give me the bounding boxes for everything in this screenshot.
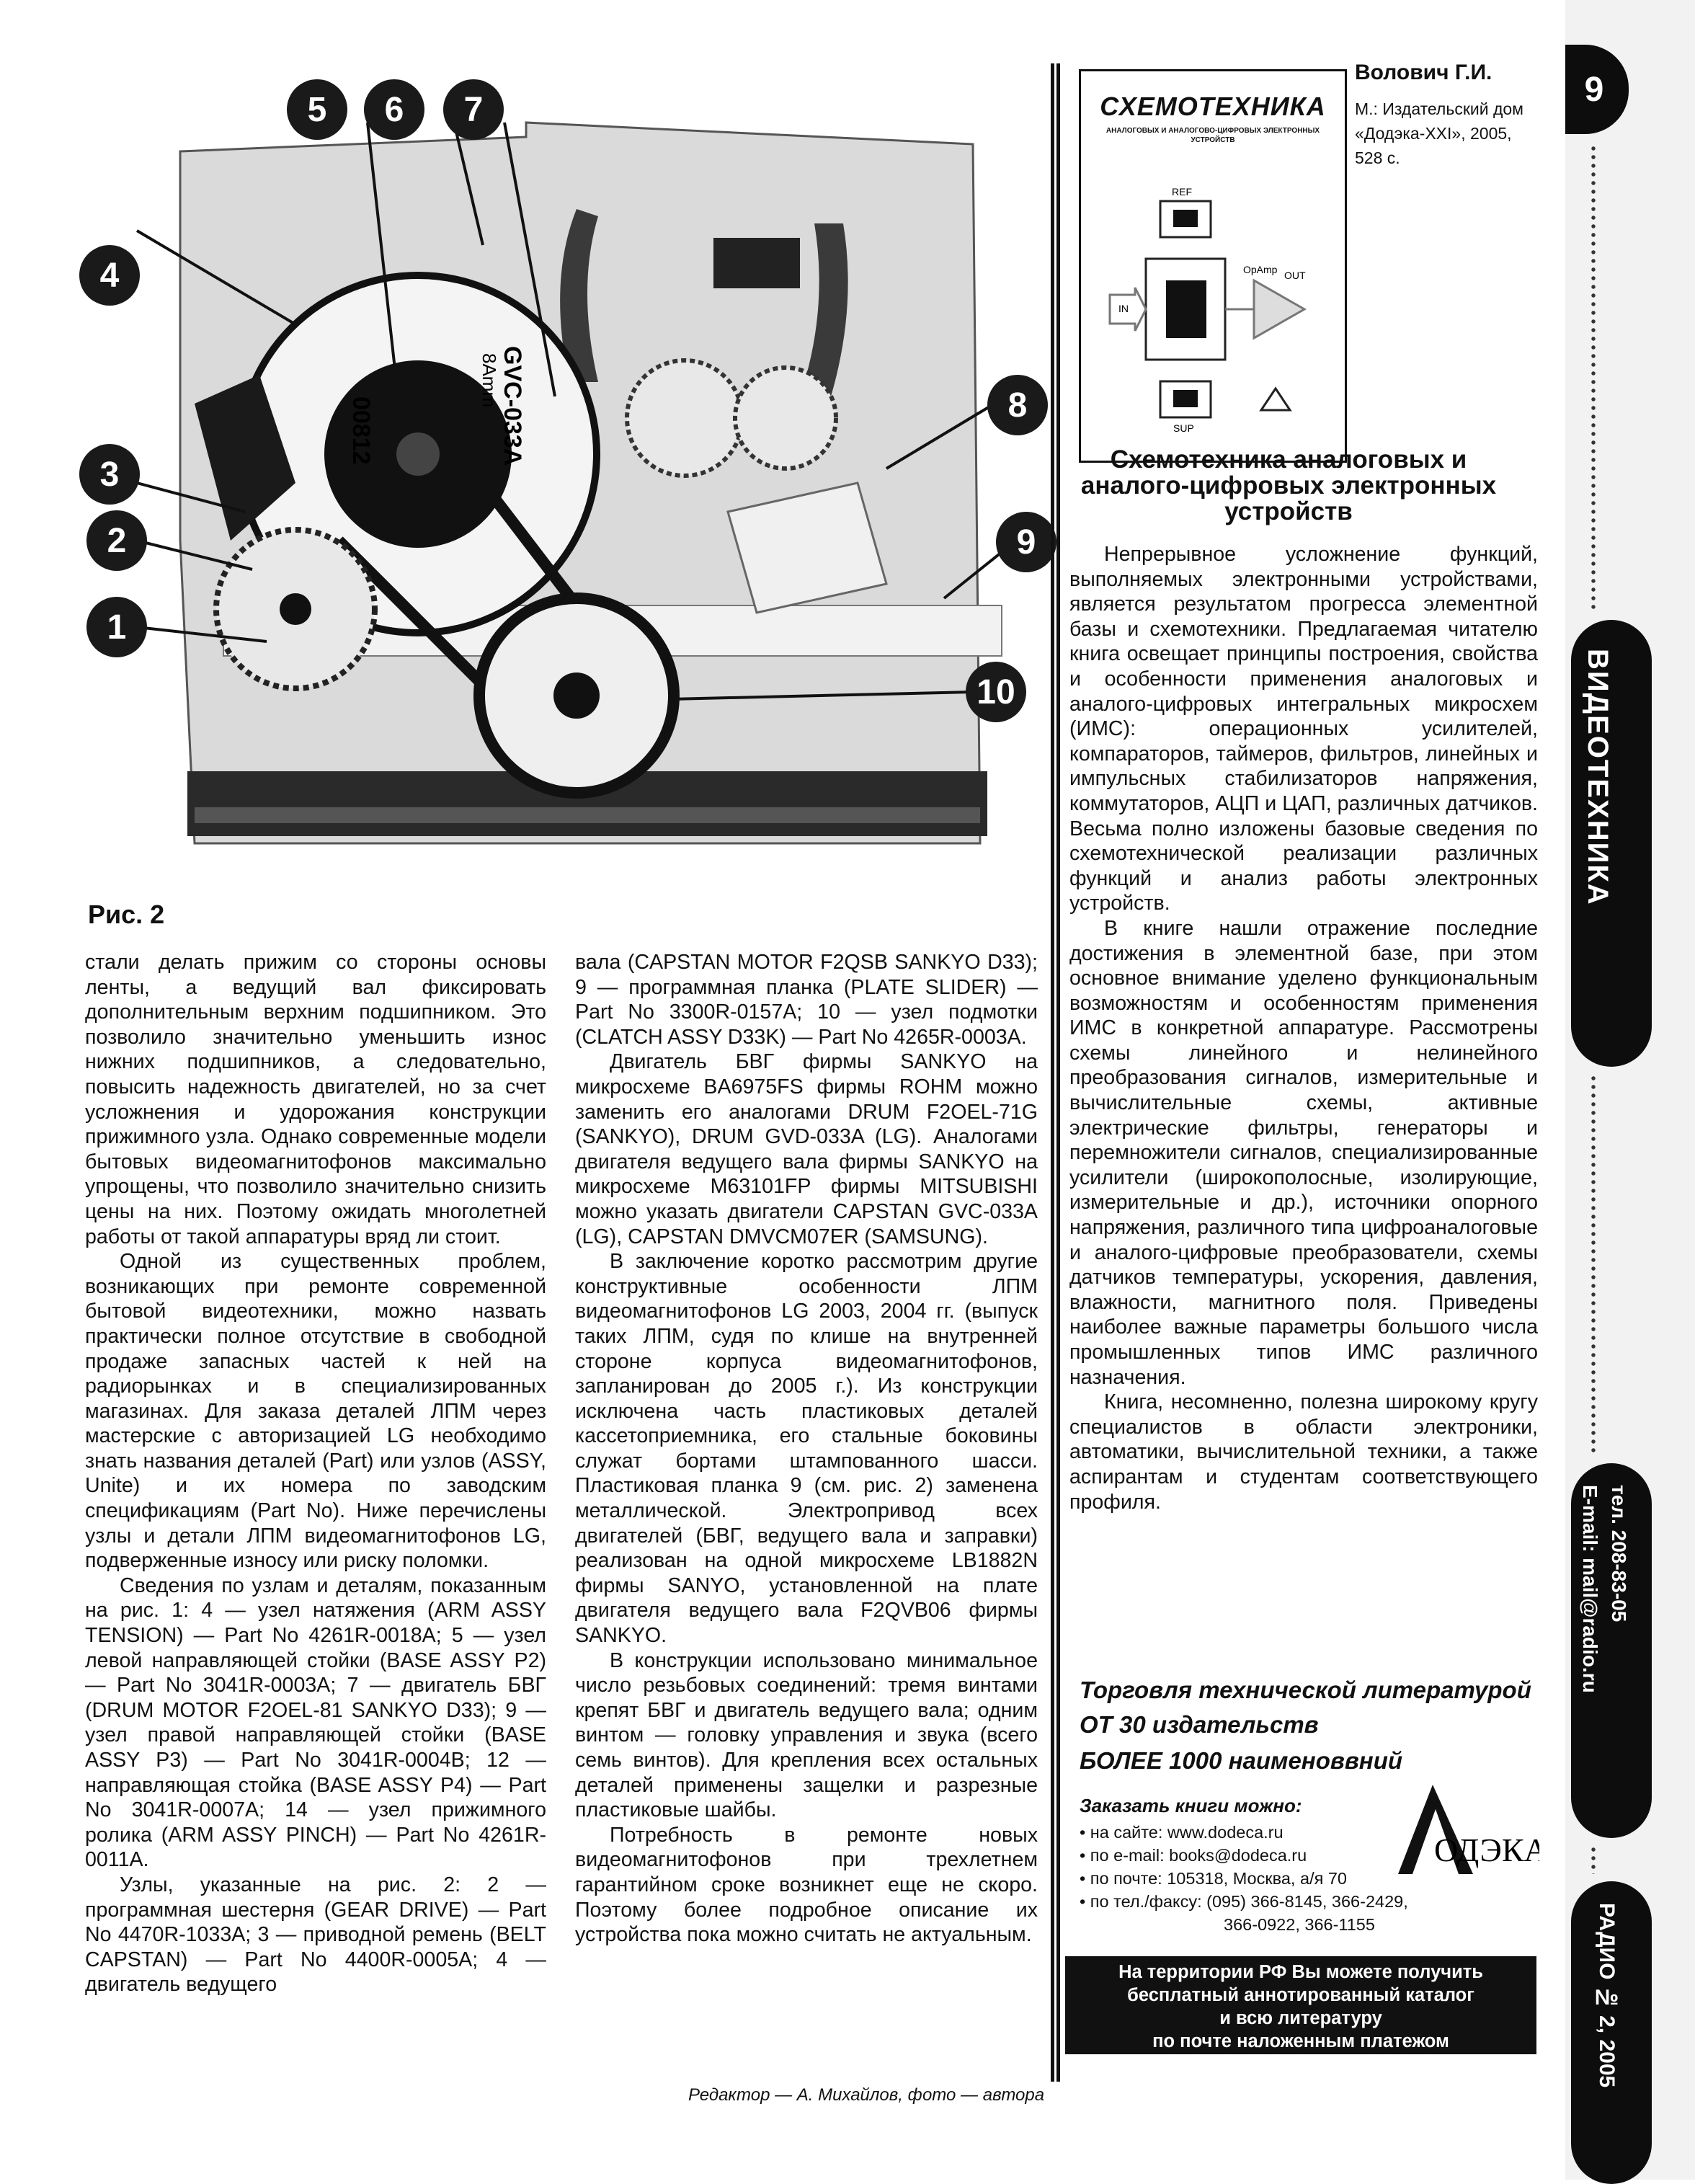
- banner-line: бесплатный аннотированный каталог: [1127, 1985, 1474, 2005]
- callout-1: 1: [86, 597, 147, 657]
- banner-line: На территории РФ Вы можете получить: [1118, 1962, 1483, 1982]
- editor-note: Редактор — А. Михайлов, фото — автора: [688, 2085, 1045, 2105]
- book-paragraph: Непрерывное усложнение функций, выполняемых электронными устройствами, является результатом прогресса элементной базы и схемотехники. Предлагаемая читателю книга освещает принципы построения, свойства и особенности применения аналоговых и аналого-цифровых интегральных микросхем (ИМС): операционных усилителей, компараторов, таймеров, фильтров, линейных и импульсных стабилизаторов напряжения, коммутаторов, АЦП и ЦАП, различных датчиков. Весьма полно изложены базовые сведения по схемотехнической реализации различных функций и анализ работы электронных устройств.: [1069, 543, 1538, 915]
- callout-3: 3: [79, 444, 140, 505]
- book-paragraph: Книга, несомненно, полезна широкому кругу специалистов в области электроники, автоматики, вычислительной техники, а также аспирантам и студентам соответствующего профиля.: [1069, 1390, 1538, 1514]
- book-cover-circuit-illustration: [1103, 172, 1319, 446]
- issue-label: РАДИО № 2, 2005: [1595, 1903, 1619, 2088]
- article-paragraph: Узлы, указанные на рис. 2: 2 — программная шестерня (GEAR DRIVE) — Part No 4470R-1033A; 3 — приводной ремень (BELT CAPSTAN) — Part No 4400R-0005A; 4 — двигатель ведущего: [85, 1873, 546, 1997]
- article-paragraph: Двигатель БВГ фирмы SANKYO на микросхеме BA6975FS фирмы ROHM можно заменить его аналогами DRUM F2OEL-71G (SANKYO), DRUM GVD-033A (LG). Аналогами двигателя ведущего вала фирмы SANKYO на микросхеме M63101FP фирмы MITSUBISHI можно указать двигатели CAPSTAN GVC-033A (LG), CAPSTAN DMVCM07ER (SAMSUNG).: [575, 1050, 1038, 1248]
- article-paragraph: стали делать прижим со стороны основы ленты, а ведущий вал фиксировать дополнительным верхним подшипником. Это позволило значительно уменьшить износ нижних подшипников, а следовательно, повысить надежность двигателей, но за счет усложнения и удорожания конструкции прижимного узла. Однако современные модели бытовых видеомагнитофонов максимально упрощены, что позволило значительно снизить цены на них. Поэтому ожидать многолетней работы от такой аппаратуры вряд ли стоит.: [85, 951, 546, 1248]
- callout-5: 5: [287, 79, 347, 140]
- callout-6: 6: [364, 79, 424, 140]
- callout-2: 2: [86, 510, 147, 571]
- dodeca-logo-text: ОДЭКА: [1434, 1832, 1539, 1868]
- ad-order-list: [1080, 1821, 1408, 1936]
- book-cover: [1079, 69, 1347, 463]
- ad-order-email[interactable]: • по e-mail: books@dodeca.ru: [1080, 1846, 1307, 1865]
- book-cover-subtitle: АНАЛОГОВЫХ И АНАЛОГОВО-ЦИФРОВЫХ ЭЛЕКТРОННЫХ УСТРОЙСТВ: [1105, 127, 1320, 144]
- callout-10: 10: [966, 662, 1026, 722]
- book-description: [1069, 542, 1538, 1514]
- callout-7: 7: [443, 79, 504, 140]
- article-paragraph: вала (CAPSTAN MOTOR F2QSB SANKYO D33); 9 — программная планка (PLATE SLIDER) — Part No 3300R-0157A; 10 — узел подмотки (CLATCH ASSY D33K) — Part No 4265R-0003A.: [575, 951, 1038, 1049]
- article-paragraph: Одной из существенных проблем, возникающих при ремонте современной бытовой видеотехники, можно назвать практически полное отсутствие в свободной продаже запасных частей к ней на радиорынках и в специализированных магазинах. Для заказа деталей ЛПМ через мастерские с авторизацией LG необходимо знать названия деталей (Part) или узлов (ASSY, Unite) и их номера по заводским спецификациям (Part No). Ниже перечислены узлы и детали ЛПМ видеомагнитофонов LG, подверженные износу или риску поломки.: [85, 1250, 546, 1573]
- ad-order-post: • по почте: 105318, Москва, а/я 70: [1080, 1869, 1347, 1888]
- callout-8: 8: [987, 375, 1048, 435]
- article-paragraph: В заключение коротко рассмотрим другие конструктивные особенности ЛПМ видеомагнитофонов LG 2003, 2004 гг. (выпуск таких ЛПМ, судя по клише на внутренней стороне корпуса видеомагнитофонов, запланирован до 2005 г.). Из конструкции исключена часть пластиковых деталей кассетоприемника, его стальные боковины служат бортами штампованного шасси. Пластиковая планка 9 (см. рис. 2) заменена металлической. Электропривод всех двигателей (БВГ, ведущего вала и заправки) реализован на одной микросхеме LB1882N фирмы SANYO, установленной на плате двигателя ведущего вала F2QVB06 фирмы SANKYO.: [575, 1250, 1038, 1648]
- motor-label-2: 8Amm: [479, 353, 500, 408]
- dotted-rule: [1591, 144, 1596, 613]
- cover-label-out: OUT: [1284, 270, 1306, 281]
- cover-label-ref: REF: [1172, 186, 1192, 197]
- book-publisher: М.: Издательский дом «Додэка-XXI», 2005, 528 с.: [1355, 99, 1523, 167]
- article-paragraph: В конструкции использовано минимальное число резьбовых соединений: тремя винтами крепят БВГ и двигатель ведущего вала; одним винтом — головку управления и звука (всего семь винтов). Для крепления всех остальных деталей применены защелки и разрезные пластиковые шайбы.: [575, 1648, 1038, 1822]
- callout-4: 4: [79, 245, 140, 306]
- ad-headline: Торговля технической литературой: [1080, 1677, 1531, 1703]
- page-number: 9: [1584, 70, 1604, 109]
- motor-label: GVC-033A: [499, 346, 526, 466]
- book-title: Схемотехника аналоговых и аналого-цифровых электронных устройств: [1080, 445, 1497, 525]
- callout-9: 9: [996, 512, 1056, 572]
- margin-strip: [1565, 0, 1695, 2180]
- banner-line: по почте наложенным платежом: [1152, 2031, 1449, 2051]
- ad-catalog-banner: [1065, 1956, 1536, 2054]
- ad-titles-count: БОЛЕЕ 1000 наименоввний: [1080, 1747, 1403, 1774]
- cover-label-opamp: OpAmp: [1243, 264, 1278, 275]
- section-name: ВИДЕОТЕХНИКА: [1582, 649, 1614, 906]
- article-paragraph: Потребность в ремонте новых видеомагнитофонов при трехлетнем гарантийном сроке возникнет еще не скоро. Поэтому более подробное описание их устройства пока можно считать не актуальным.: [575, 1823, 1038, 1947]
- book-paragraph: В книге нашли отражение последние достижения в элементной базе, при этом основное внимание уделено функциональным возможностям и особенностям применения ИМС в конкретной аппаратуре. Рассмотрены схемы линейного и нелинейного преобразования сигналов, измерительные и вычислительные схемы, активные электрические фильтры, генераторы и перемножители сигналов, специализированные усилители (широкополосные, изолирующие, измерительные и др.), источники опорного напряжения, различного типа цифроаналоговые и аналого-цифровые преобразователи, схемы датчиков температуры, ускорения, давления, влажности, магнитного поля. Приведены наиболее важные параметры большого числа промышленных типов ИМС различного назначения.: [1069, 916, 1538, 1389]
- cover-label-in: IN: [1118, 303, 1129, 314]
- column-divider: [1056, 63, 1060, 2082]
- dodeca-logo-icon: [1391, 1780, 1539, 1888]
- contact-email[interactable]: E-mail: mail@radio.ru: [1579, 1485, 1601, 1693]
- ad-order-phone-more: 366-0922, 366-1155: [1224, 1915, 1375, 1934]
- article-column-middle: [575, 950, 1038, 1948]
- column-divider: [1051, 63, 1054, 2082]
- figure-caption: Рис. 2: [88, 900, 165, 929]
- dotted-rule: [1591, 1845, 1596, 1874]
- dotted-rule: [1591, 1074, 1596, 1456]
- book-author: Волович Г.И.: [1355, 61, 1492, 84]
- book-cover-title: СХЕМОТЕХНИКА: [1100, 92, 1326, 121]
- dodeca-logo: [1391, 1780, 1539, 1888]
- cover-label-sup: SUP: [1173, 422, 1194, 434]
- banner-line: и всю литературу: [1219, 2008, 1382, 2028]
- ad-order-website[interactable]: • на сайте: www.dodeca.ru: [1080, 1823, 1284, 1842]
- contact-phone: тел. 208-83-05: [1608, 1485, 1630, 1623]
- code-label: 00812: [347, 396, 375, 465]
- ad-order-heading: Заказать книги можно:: [1080, 1795, 1302, 1816]
- article-column-left: [85, 950, 546, 1997]
- ad-order-phone: • по тел./факсу: (095) 366-8145, 366-2429,: [1080, 1892, 1408, 1911]
- vcr-mechanism-illustration: [79, 79, 1031, 901]
- ad-publishers-count: ОТ 30 издательств: [1080, 1711, 1319, 1738]
- article-paragraph: Сведения по узлам и деталям, показанным на рис. 1: 4 — узел натяжения (ARM ASSY TENSION) — Part No 4261R-0018A; 5 — узел левой направляющей стойки (BASE ASSY P2) — Part No 3041R-0003A; 7 — двигатель БВГ (DRUM MOTOR F2OEL-81 SANKYO D33); 9 — узел правой направляющей стойки (BASE ASSY P3) — Part No 3041R-0004B; 12 — направляющая стойка (BASE ASSY P4) — Part No 3041R-0007A; 14 — узел прижимного ролика (ARM ASSY PINCH) — Part No 4261R-0011A.: [85, 1573, 546, 1872]
- figure-photo: [79, 79, 1036, 901]
